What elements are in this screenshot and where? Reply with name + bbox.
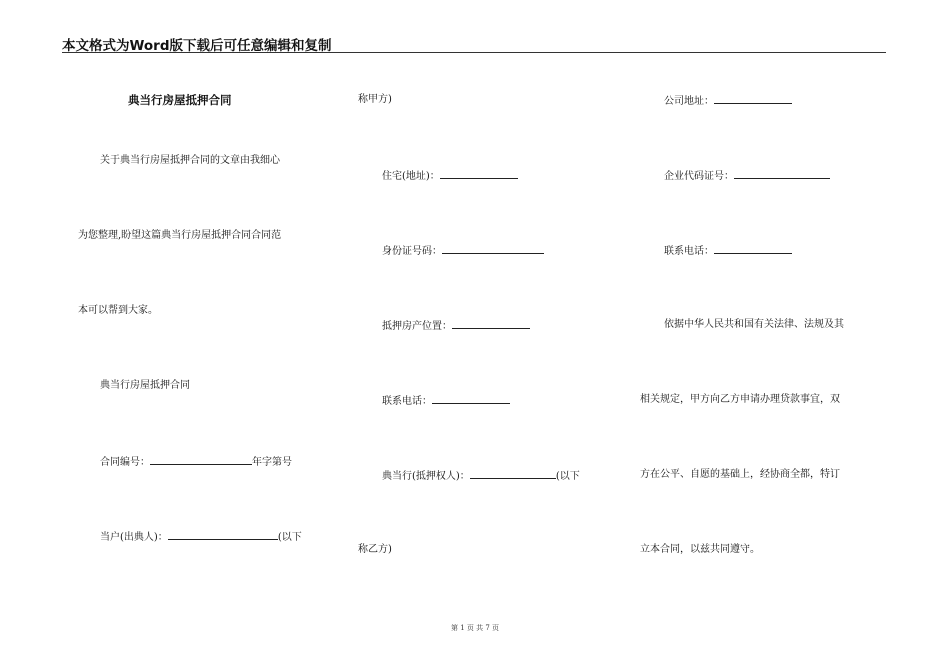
company-address-blank bbox=[714, 93, 792, 104]
party-a-phone-label: 联系电话： bbox=[382, 396, 432, 407]
legal-basis-line-2: 相关规定，甲方向乙方申请办理贷款事宜，双 bbox=[640, 394, 840, 405]
party-b-phone-label: 联系电话： bbox=[664, 246, 714, 257]
contract-number-label: 合同编号： bbox=[100, 457, 150, 468]
legal-basis-line-3: 方在公平、自愿的基础上，经协商全都，特订 bbox=[640, 469, 840, 480]
pawnshop-blank bbox=[470, 468, 556, 479]
pawnshop-row bbox=[382, 468, 580, 484]
id-number-label: 身份证号码： bbox=[382, 246, 442, 257]
banner-divider bbox=[62, 52, 886, 53]
pawner-blank bbox=[168, 529, 278, 540]
legal-basis-line-4: 立本合同，以兹共同遵守。 bbox=[640, 544, 760, 555]
party-b-phone-row bbox=[664, 243, 792, 259]
pawner-suffix: (以下 bbox=[277, 532, 302, 543]
contract-number-row bbox=[100, 454, 292, 470]
contract-number-blank bbox=[150, 454, 252, 465]
property-location-blank bbox=[452, 318, 530, 329]
intro-line-2: 为您整理,盼望这篇典当行房屋抵押合同合同范 bbox=[78, 230, 282, 241]
page-number-footer: 第 1 页 共 7 页 bbox=[450, 624, 500, 632]
address-row bbox=[382, 168, 518, 184]
party-a-continuation: 称甲方) bbox=[358, 94, 392, 105]
legal-basis-line-1: 依据中华人民共和国有关法律、法规及其 bbox=[664, 319, 844, 330]
document-title: 典当行房屋抵押合同 bbox=[128, 93, 232, 107]
intro-line-3: 本可以帮到大家。 bbox=[78, 305, 158, 316]
pawner-label: 当户(出典人)： bbox=[100, 532, 168, 543]
id-number-row bbox=[382, 243, 544, 259]
party-a-phone-blank bbox=[432, 393, 510, 404]
contract-number-suffix: 年字第号 bbox=[252, 457, 292, 468]
party-b-continuation: 称乙方) bbox=[358, 544, 392, 555]
party-a-phone-row bbox=[382, 393, 510, 409]
address-label: 住宅(地址)： bbox=[382, 171, 440, 182]
address-blank bbox=[440, 168, 518, 179]
id-number-blank bbox=[442, 243, 544, 254]
property-location-label: 抵押房产位置： bbox=[382, 321, 452, 332]
property-location-row bbox=[382, 318, 530, 334]
enterprise-code-blank bbox=[734, 168, 830, 179]
party-b-phone-blank bbox=[714, 243, 792, 254]
enterprise-code-label: 企业代码证号： bbox=[664, 171, 734, 182]
enterprise-code-row bbox=[664, 168, 830, 184]
intro-line-1: 关于典当行房屋抵押合同的文章由我细心 bbox=[100, 155, 280, 166]
company-address-label: 公司地址： bbox=[664, 96, 714, 107]
pawnshop-label: 典当行(抵押权人)： bbox=[382, 471, 470, 482]
company-address-row bbox=[664, 93, 792, 109]
pawnshop-suffix: (以下 bbox=[555, 471, 580, 482]
contract-heading: 典当行房屋抵押合同 bbox=[100, 380, 190, 391]
pawner-row bbox=[100, 529, 302, 545]
document-banner: 本文格式为Word版下载后可任意编辑和复制 bbox=[62, 38, 332, 54]
